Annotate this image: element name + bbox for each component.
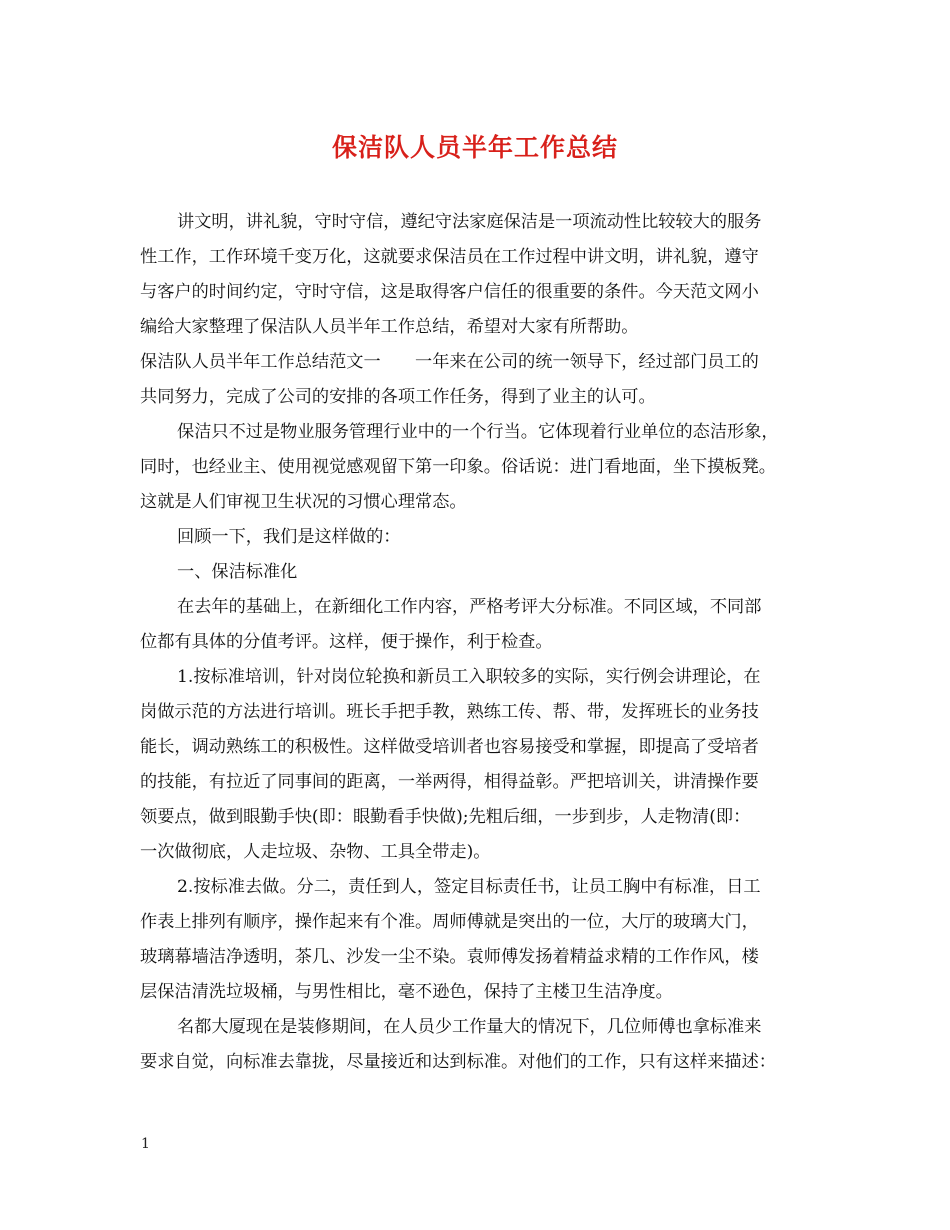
text-line [140,905,830,940]
text-line [140,380,830,415]
text-line-content: 领要点，做到眼勤手快(即：眼勤看手快做);先粗后细，一步到步，人走物清(即： [140,807,751,827]
document-body [140,205,830,1080]
text-line [140,240,830,275]
text-line [140,625,830,660]
text-line-content: 层保洁清洗垃圾桶，与男性相比，毫不逊色，保持了主楼卫生洁净度。 [140,982,673,1002]
text-line [140,975,830,1010]
text-line [140,555,830,590]
text-line [140,1045,830,1080]
text-line-content: 岗做示范的方法进行培训。班长手把手教，熟练工传、帮、带，发挥班长的业务技 [140,702,759,722]
page-number: 1 [141,1136,150,1152]
text-line-content: 编给大家整理了保洁队人员半年工作总结，希望对大家有所帮助。 [140,317,639,337]
text-line [140,485,830,520]
text-line-content: 性工作，工作环境千变万化，这就要求保洁员在工作过程中讲文明，讲礼貌，遵守 [140,247,759,267]
text-line [140,415,830,450]
text-line [140,800,830,835]
text-line-content: 作表上排列有顺序，操作起来有个准。周师傅就是突出的一位，大厅的玻璃大门， [140,912,759,932]
text-line-content: 玻璃幕墙洁净透明，茶几、沙发一尘不染。袁师傅发扬着精益求精的工作作风，楼 [140,947,759,967]
text-line-content: 保洁只不过是物业服务管理行业中的一个行当。它体现着行业单位的态洁形象， [177,422,779,442]
text-line-content: 同时，也经业主、使用视觉感观留下第一印象。俗话说：进门看地面，坐下摸板凳。 [140,457,776,477]
text-line-content: 要求自觉，向标准去靠拢，尽量接近和达到标准。对他们的工作，只有这样来描述： [140,1052,776,1072]
text-line [140,730,830,765]
text-line-content: 与客户的时间约定，守时守信，这是取得客户信任的很重要的条件。今天范文网小 [140,282,759,302]
text-line [140,695,830,730]
text-line [140,345,830,380]
text-line-content: 1.按标准培训，针对岗位轮换和新员工入职较多的实际，实行例会讲理论，在 [177,667,761,687]
text-line [140,450,830,485]
text-line-content: 位都有具体的分值考评。这样，便于操作，利于检查。 [140,632,553,652]
text-line [140,275,830,310]
text-line [140,310,830,345]
text-line [140,520,830,555]
text-line-content: 能长，调动熟练工的积极性。这样做受培训者也容易接受和掌握，即提高了受培者 [140,737,759,757]
text-line-content: 讲文明，讲礼貌，守时守信，遵纪守法家庭保洁是一项流动性比较较大的服务 [177,212,762,232]
text-line-content: 在去年的基础上，在新细化工作内容，严格考评大分标准。不同区域，不同部 [177,597,762,617]
text-line-content: 回顾一下，我们是这样做的： [177,527,401,547]
text-line [140,660,830,695]
document-title: 保洁队人员半年工作总结 [331,133,618,162]
text-line [140,940,830,975]
text-line [140,870,830,905]
text-line [140,205,830,240]
text-line-content: 的技能，有拉近了同事间的距离，一举两得，相得益彰。严把培训关，讲清操作要 [140,772,759,792]
text-line-content: 保洁队人员半年工作总结范文一 一年来在公司的统一领导下，经过部门员工的 [140,352,759,372]
text-line [140,1010,830,1045]
text-line [140,590,830,625]
text-line-content: 2.按标准去做。分二，责任到人，签定目标责任书，让员工胸中有标准，日工 [177,877,761,897]
text-line [140,765,830,800]
text-line-content: 共同努力，完成了公司的安排的各项工作任务，得到了业主的认可。 [140,387,656,407]
text-line-content: 一、保洁标准化 [177,562,298,582]
text-line [140,835,830,870]
text-line-content: 名都大厦现在是装修期间，在人员少工作量大的情况下，几位师傅也拿标准来 [177,1017,762,1037]
text-line-content: 这就是人们审视卫生状况的习惯心理常态。 [140,492,467,512]
text-line-content: 一次做彻底，人走垃圾、杂物、工具全带走)。 [140,842,491,862]
